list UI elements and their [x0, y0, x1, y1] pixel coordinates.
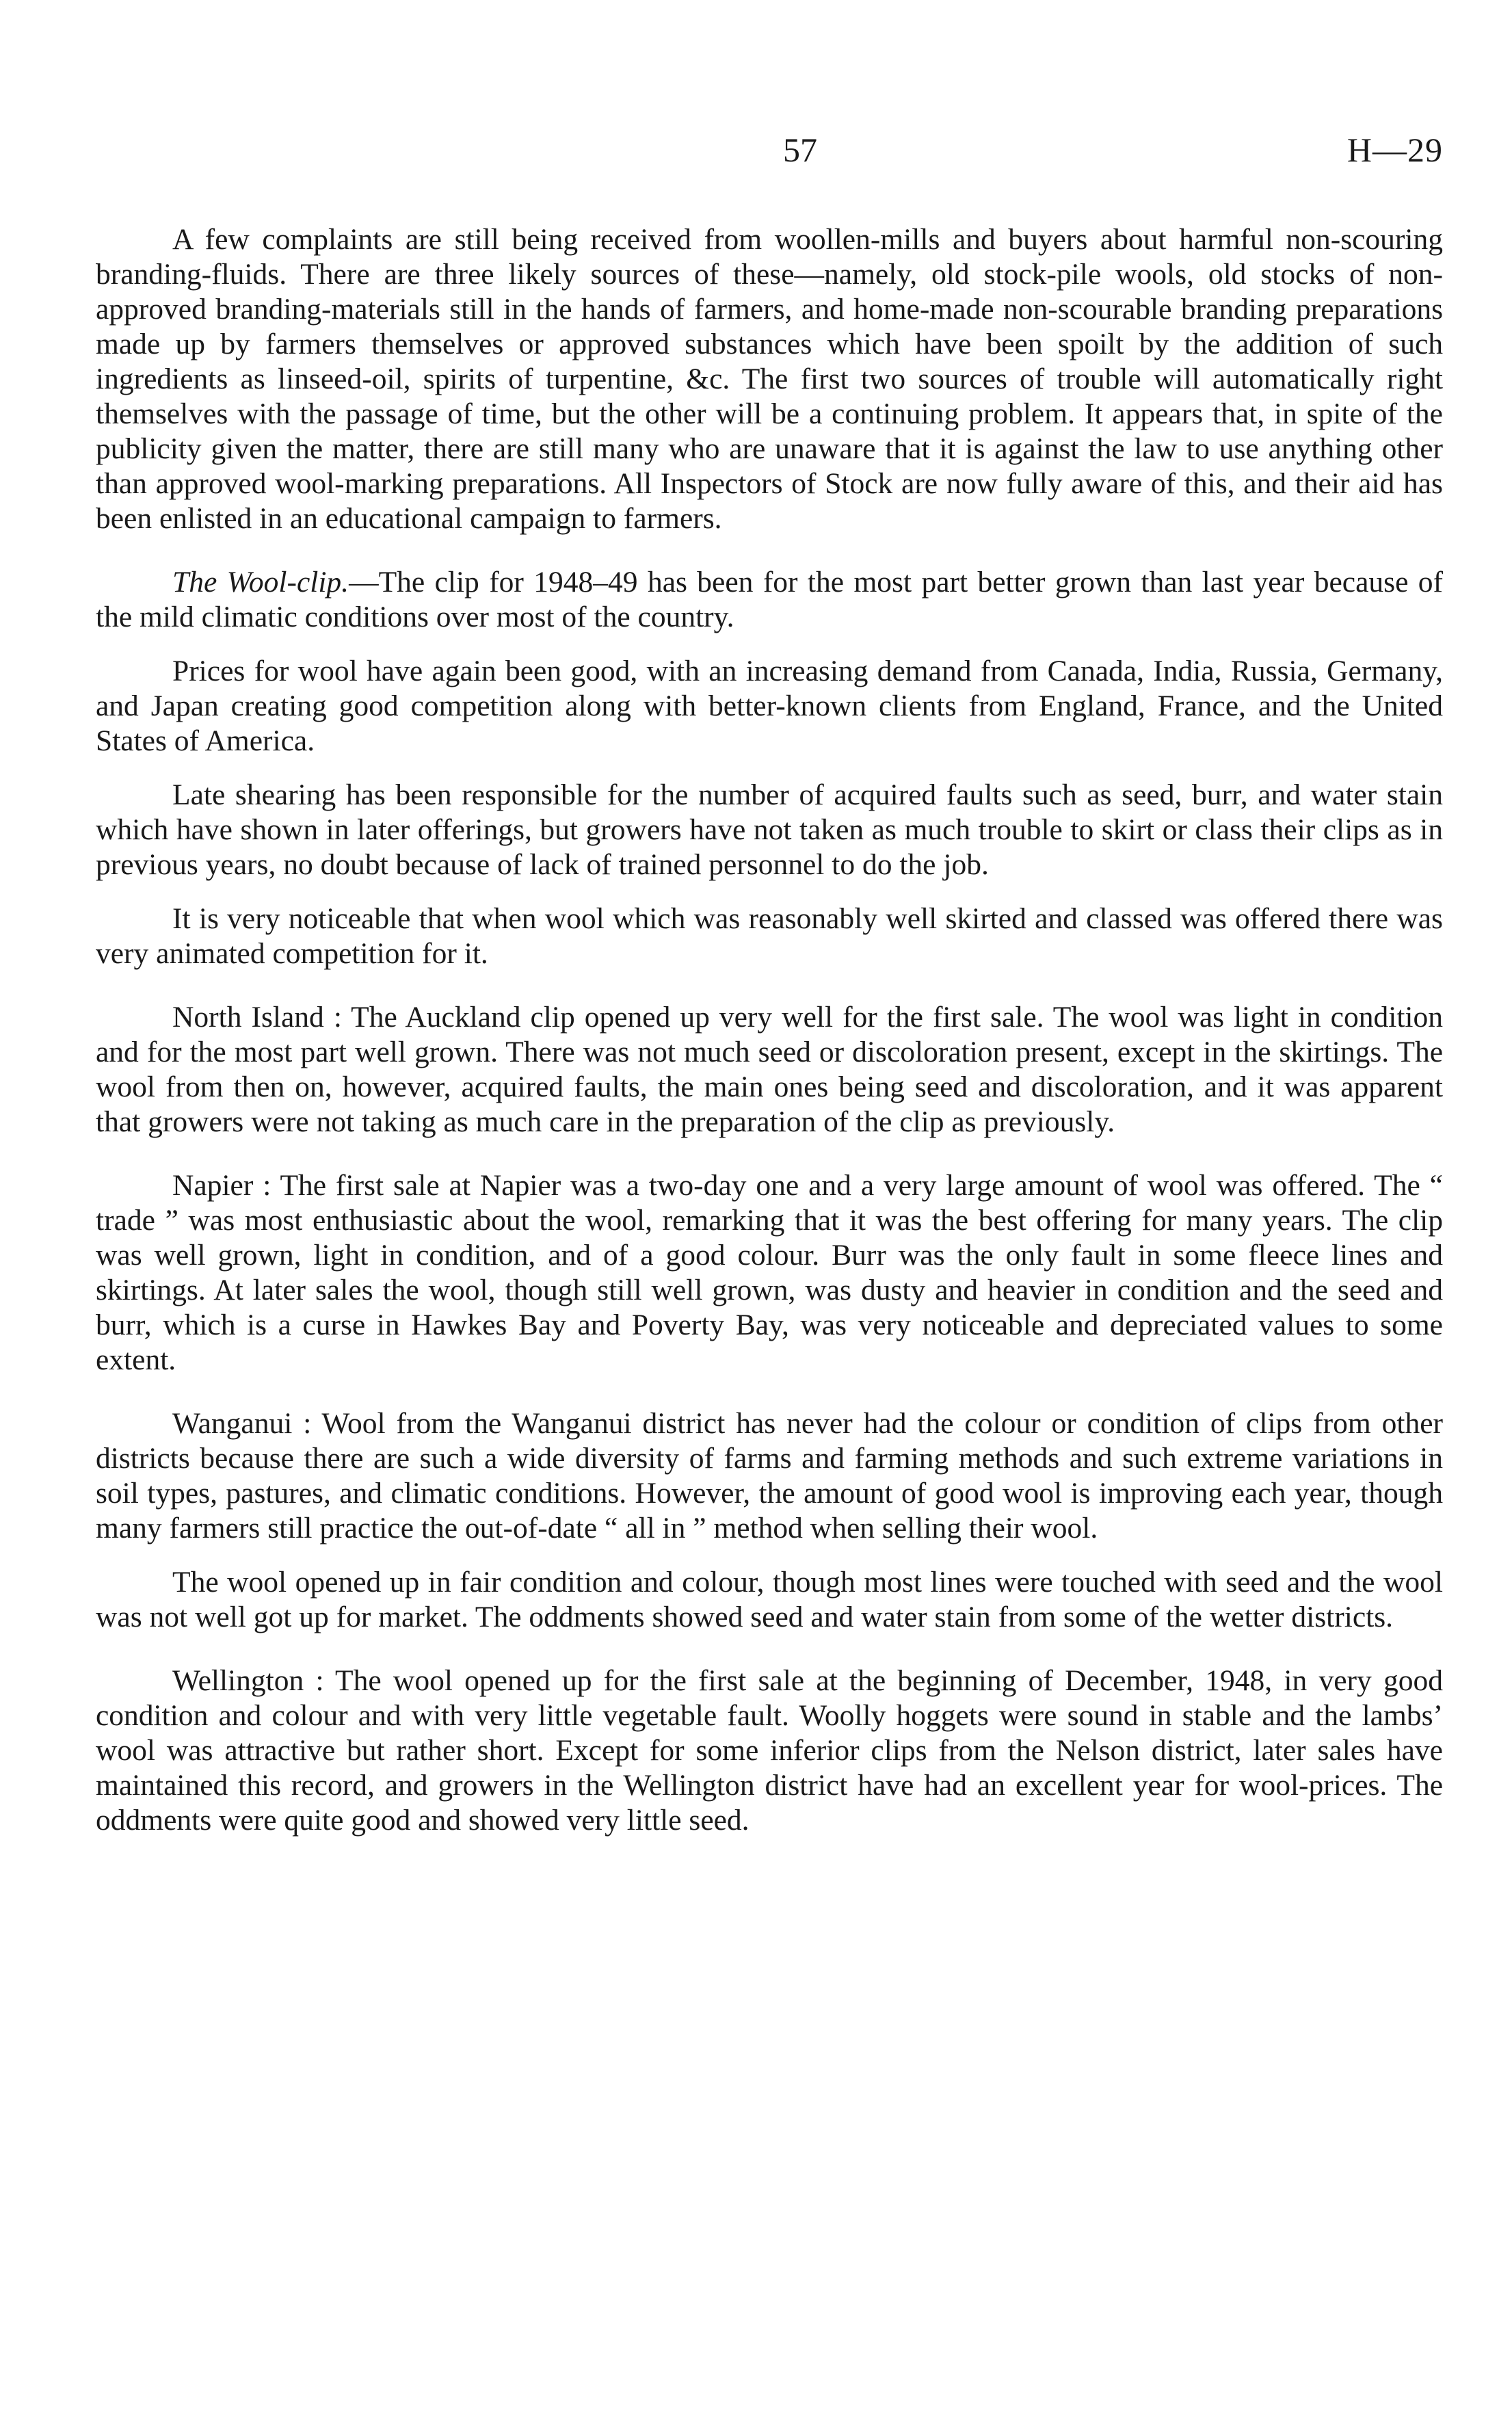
paragraph-wanganui — [96, 1406, 1443, 1546]
paragraph-skirted-classed — [96, 902, 1443, 971]
paragraph-wellington — [96, 1664, 1443, 1838]
page-header — [96, 130, 1443, 178]
body-text — [96, 222, 1443, 1857]
paragraph-wool-clip — [96, 565, 1443, 635]
paragraph-text: North Island : The Auckland clip opened up very well for the first sale. The wool was light in condition and for the most part well grown. There was not much seed or discoloration present, except in the skirtings. The wool from then on, however, acquired faults, the main ones being seed and discoloration, and it was apparent that growers were not taking as much care in the preparation of the clip as previously. — [96, 1001, 1443, 1138]
paragraph-text: Prices for wool have again been good, with an increasing demand from Canada, India, Russia, Germany, and Japan creating good competition along with better-known clients from England, France, and the United States of America. — [96, 655, 1443, 757]
paragraph-text: The wool opened up in fair condition and colour, though most lines were touched with seed and the wool was not well got up for market. The oddments showed seed and water stain from some of the wetter districts. — [96, 1566, 1443, 1633]
section-heading-wool-clip: The Wool-clip. — [172, 566, 349, 599]
paragraph-prices — [96, 654, 1443, 759]
paragraph-text: —The clip for 1948–49 has been for the most part better grown than last year because of the mild climatic conditions over most of the country. — [96, 566, 1443, 633]
paragraph-text: A few complaints are still being received from woollen-mills and buyers about harmful non-scouring branding-fluids. There are three likely sources of these—namely, old stock-pile wools, old stocks of non-approved branding-materials still in the hands of farmers, and home-made non-scourable branding preparations made up by farmers themselves or approved substances which have been spoilt by the addition of such ingredients as linseed-oil, spirits of turpentine, &c. The first two sources of trouble will automatically right themselves with the passage of time, but the other will be a continuing problem. It appears that, in spite of the publicity given the matter, there are still many who are unaware that it is against the law to use anything other than approved wool-marking preparations. All Inspectors of Stock are now fully aware of this, and their aid has been enlisted in an educational campaign to farmers. — [96, 223, 1443, 535]
paragraph-napier — [96, 1168, 1443, 1378]
paragraph-late-shearing — [96, 778, 1443, 882]
paragraph-wanganui-condition — [96, 1565, 1443, 1635]
paragraph-branding-fluids — [96, 222, 1443, 536]
paragraph-text: Wellington : The wool opened up for the first sale at the beginning of December, 1948, in very good condition and colour and with very little vegetable fault. Woolly hoggets were sound in stable and the lambs’ wool was attractive but rather short. Except for some inferior clips from the Nelson district, later sales have maintained this record, and growers in the Wellington district have had an excellent year for wool-prices. The oddments were quite good and showed very little seed. — [96, 1664, 1443, 1837]
paragraph-text: Wanganui : Wool from the Wanganui district has never had the colour or condition of clips from other districts because there are such a wide diversity of farms and farming methods and such extreme variations in soil types, pastures, and climatic conditions. However, the amount of good wool is improving each year, though many farmers still practice the out-of-date “ all in ” method when selling their wool. — [96, 1407, 1443, 1545]
paragraph-north-island — [96, 1000, 1443, 1140]
paragraph-text: It is very noticeable that when wool which was reasonably well skirted and classed was offered there was very animated competition for it. — [96, 902, 1443, 970]
paragraph-text: Napier : The first sale at Napier was a two-day one and a very large amount of wool was offered. The “ trade ” was most enthusiastic about the wool, remarking that it was the best offering for many years. The clip was well grown, light in condition, and of a good colour. Burr was the only fault in some fleece lines and skirtings. At later sales the wool, though still well grown, was dusty and heavier in condition and the seed and burr, which is a curse in Hawkes Bay and Poverty Bay, was very noticeable and depreciated values to some extent. — [96, 1169, 1443, 1376]
page-number: 57 — [783, 131, 817, 169]
paragraph-text: Late shearing has been responsible for the number of acquired faults such as seed, burr, and water stain which have shown in later offerings, but growers have not taken as much trouble to skirt or class their clips as in previous years, no doubt because of lack of trained personnel to do the job. — [96, 778, 1443, 881]
report-code: H—29 — [1347, 131, 1443, 169]
